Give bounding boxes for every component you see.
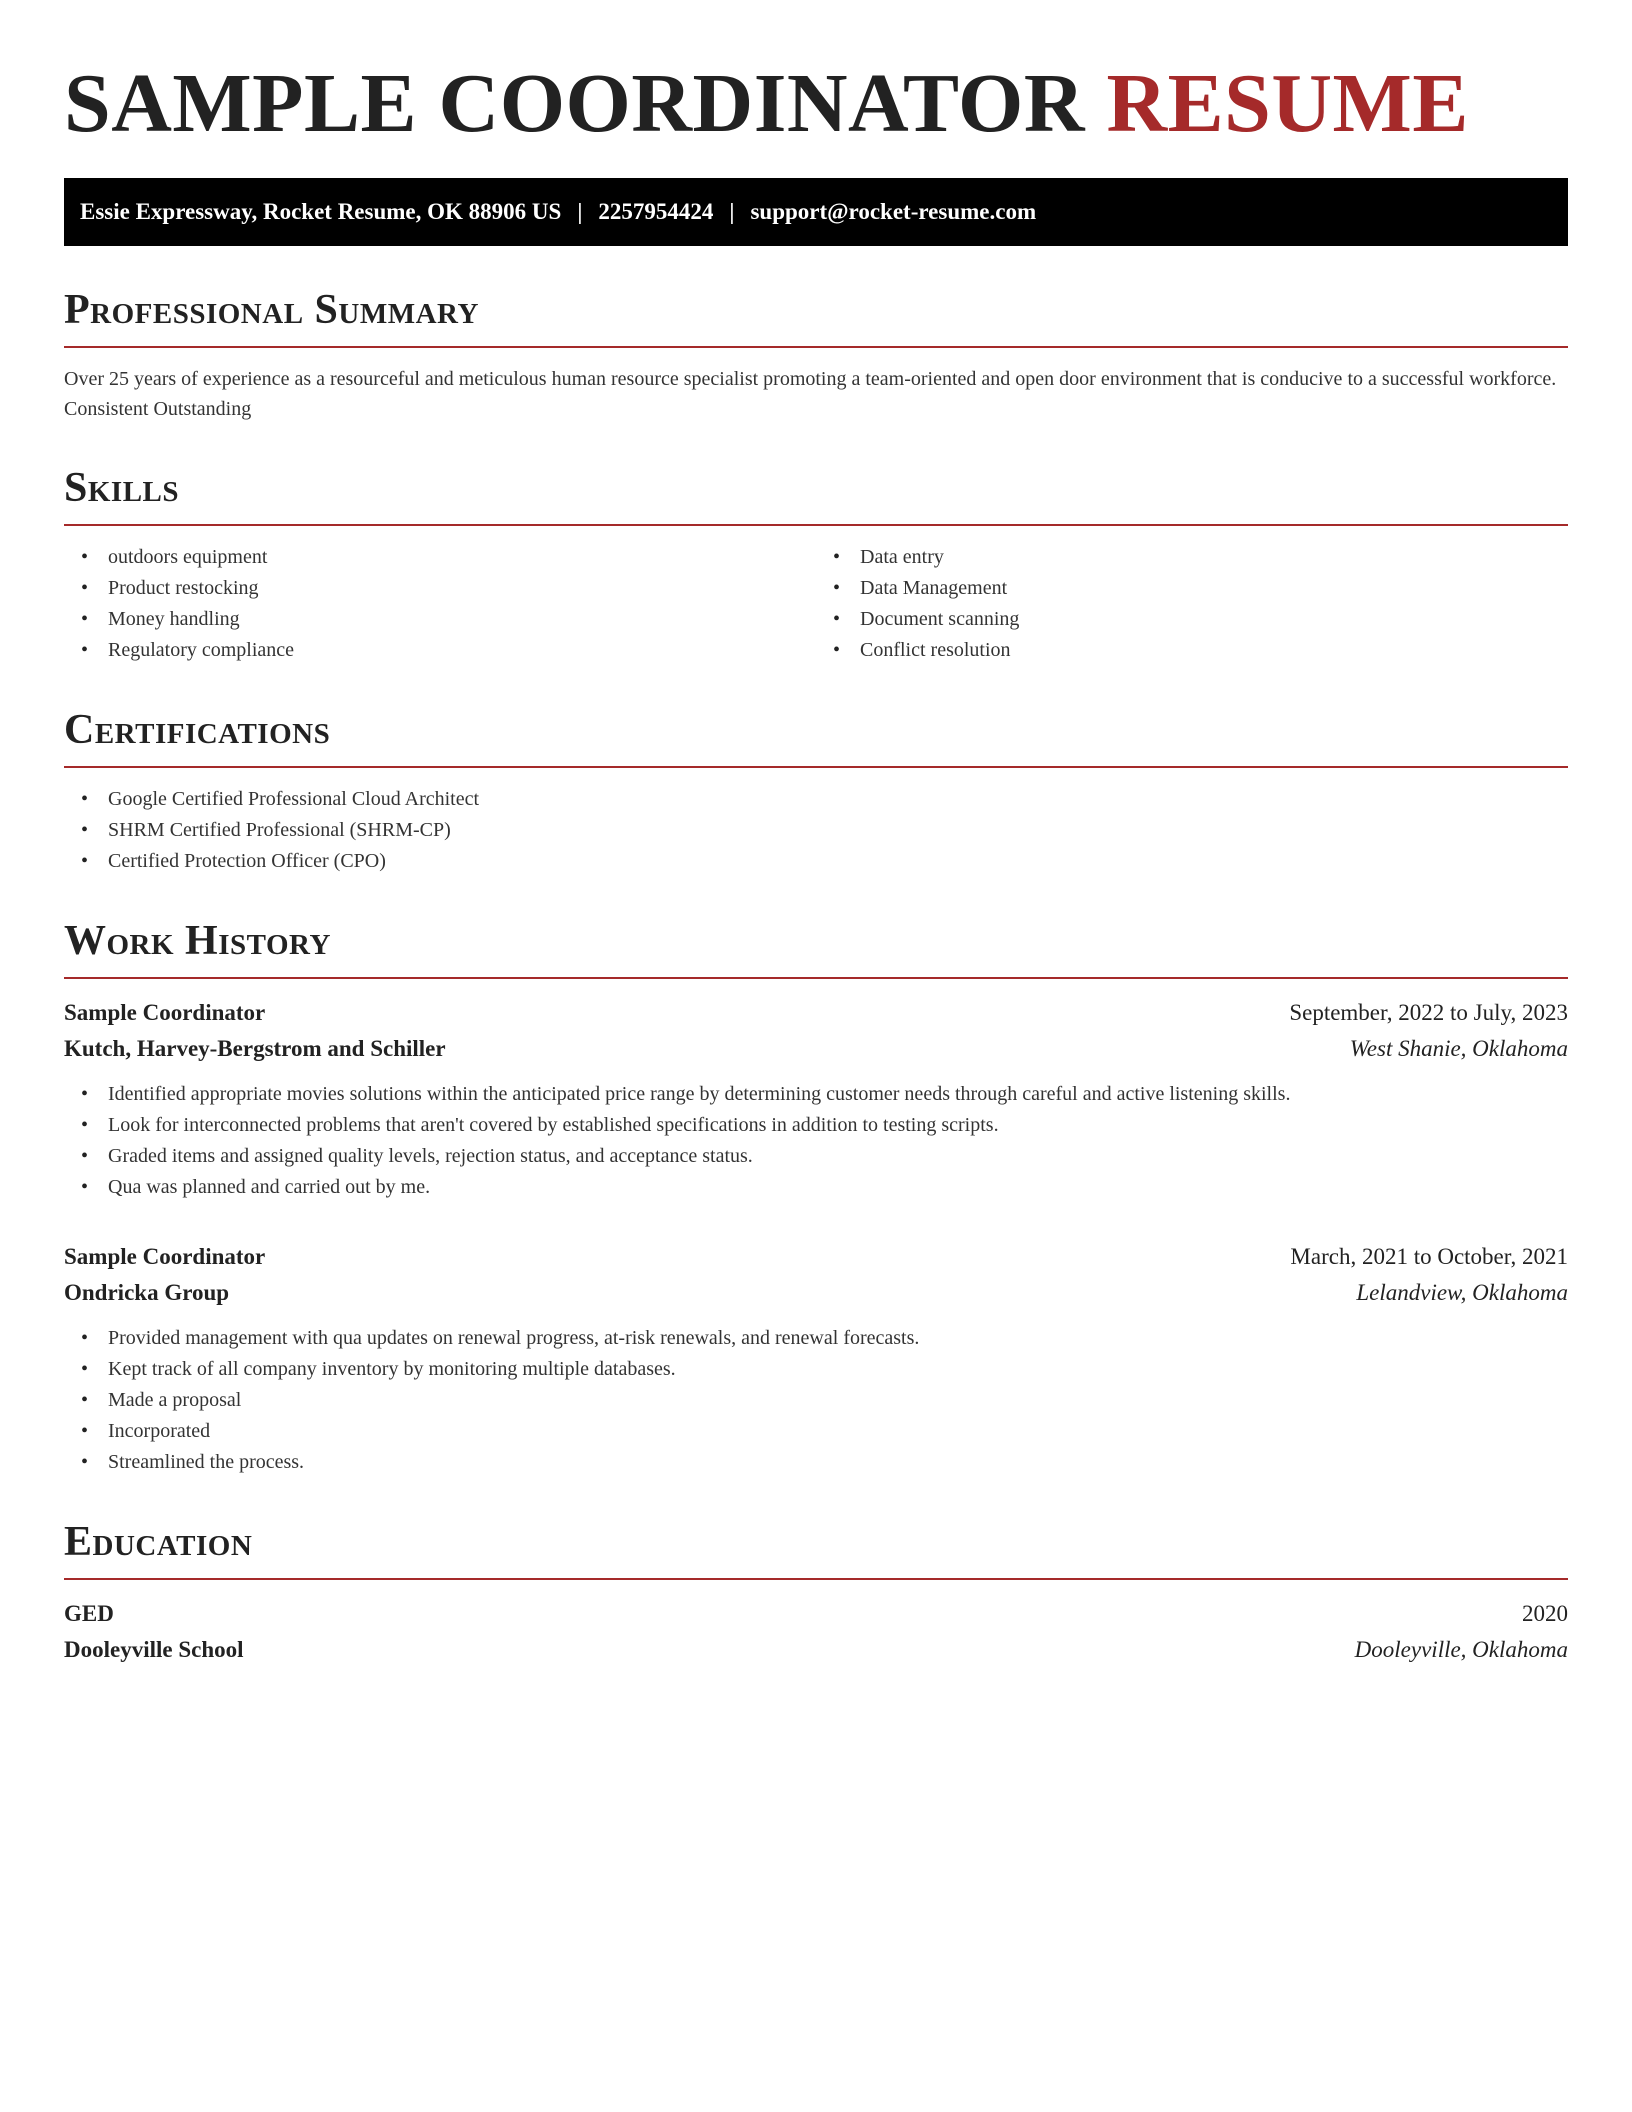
job-bullets: [64, 1079, 1568, 1203]
job-bullet: • Incorporated: [64, 1416, 1568, 1447]
skill-item: • Conflict resolution: [816, 635, 1568, 666]
section-divider: [64, 977, 1568, 979]
contact-address: Essie Expressway, Rocket Resume, OK 88906 US: [80, 199, 562, 224]
certification-item: • Google Certified Professional Cloud Architect: [64, 784, 1568, 815]
education-school: Dooleyville School: [64, 1637, 244, 1662]
certifications-list: [64, 784, 1568, 877]
education-entry: [64, 1596, 1568, 1668]
certification-item: • SHRM Certified Professional (SHRM-CP): [64, 815, 1568, 846]
education-year: 2020: [1522, 1601, 1568, 1626]
job-company: Kutch, Harvey-Bergstrom and Schiller: [64, 1036, 446, 1061]
contact-email[interactable]: support@rocket-resume.com: [750, 199, 1037, 224]
job-company-row: [64, 1275, 1568, 1311]
job-bullet: • Identified appropriate movies solutions within the anticipated price range by determining customer needs through careful and active listening skills.: [64, 1079, 1568, 1110]
skill-item: • outdoors equipment: [64, 542, 816, 573]
job-title: Sample Coordinator: [64, 1000, 266, 1025]
resume-title: [64, 56, 1568, 152]
work-history-section: [64, 917, 1568, 1478]
section-divider: [64, 524, 1568, 526]
title-accent: RESUME: [1106, 57, 1469, 150]
job-bullet: • Qua was planned and carried out by me.: [64, 1172, 1568, 1203]
contact-phone: 2257954424: [598, 199, 714, 224]
job-bullet: • Look for interconnected problems that aren't covered by established specifications in addition to testing scripts.: [64, 1110, 1568, 1141]
skills-list-left: [64, 542, 816, 666]
education-location: Dooleyville, Oklahoma: [1354, 1637, 1568, 1662]
skill-item: • Data Management: [816, 573, 1568, 604]
job-entry: [64, 1239, 1568, 1478]
education-degree: GED: [64, 1601, 114, 1626]
skills-section: [64, 464, 1568, 666]
skill-item: • Regulatory compliance: [64, 635, 816, 666]
job-dates: March, 2021 to October, 2021: [1290, 1244, 1568, 1269]
job-bullet: • Provided management with qua updates on renewal progress, at-risk renewals, and renewal forecasts.: [64, 1323, 1568, 1354]
job-dates: September, 2022 to July, 2023: [1289, 1000, 1568, 1025]
job-bullet: • Made a proposal: [64, 1385, 1568, 1416]
skills-list-right: [816, 542, 1568, 666]
education-heading: Education: [64, 1519, 253, 1565]
education-header-row: [64, 1596, 1568, 1632]
summary-section: [64, 286, 1568, 424]
job-header-row: [64, 1239, 1568, 1275]
job-bullet: • Graded items and assigned quality levels, rejection status, and acceptance status.: [64, 1141, 1568, 1172]
skill-item: • Product restocking: [64, 573, 816, 604]
job-title: Sample Coordinator: [64, 1244, 266, 1269]
skill-item: • Document scanning: [816, 604, 1568, 635]
skill-item: • Data entry: [816, 542, 1568, 573]
education-section: [64, 1518, 1568, 1668]
skills-grid: [64, 542, 1568, 666]
contact-separator: |: [577, 199, 583, 224]
job-company: Ondricka Group: [64, 1280, 230, 1305]
job-bullet: • Streamlined the process.: [64, 1447, 1568, 1478]
section-divider: [64, 1578, 1568, 1580]
job-location: Lelandview, Oklahoma: [1356, 1280, 1568, 1305]
title-main: SAMPLE COORDINATOR: [64, 57, 1085, 150]
summary-heading: Professional Summary: [64, 287, 479, 333]
certification-item: • Certified Protection Officer (CPO): [64, 846, 1568, 877]
job-location: West Shanie, Oklahoma: [1349, 1036, 1568, 1061]
job-company-row: [64, 1031, 1568, 1067]
skills-heading: Skills: [64, 465, 180, 511]
job-header-row: [64, 995, 1568, 1031]
work-history-heading: Work History: [64, 918, 331, 964]
contact-separator: |: [729, 199, 735, 224]
education-school-row: [64, 1632, 1568, 1668]
job-bullets: [64, 1323, 1568, 1478]
certifications-section: [64, 706, 1568, 877]
job-bullet: • Kept track of all company inventory by monitoring multiple databases.: [64, 1354, 1568, 1385]
skill-item: • Money handling: [64, 604, 816, 635]
summary-text: Over 25 years of experience as a resourceful and meticulous human resource specialist promoting a team-oriented and open door environment that is conducive to a successful workforce. Consistent Outstanding: [64, 368, 1557, 420]
job-entry: [64, 995, 1568, 1203]
contact-bar: [64, 178, 1568, 246]
section-divider: [64, 766, 1568, 768]
certifications-heading: Certifications: [64, 707, 331, 753]
section-divider: [64, 346, 1568, 348]
